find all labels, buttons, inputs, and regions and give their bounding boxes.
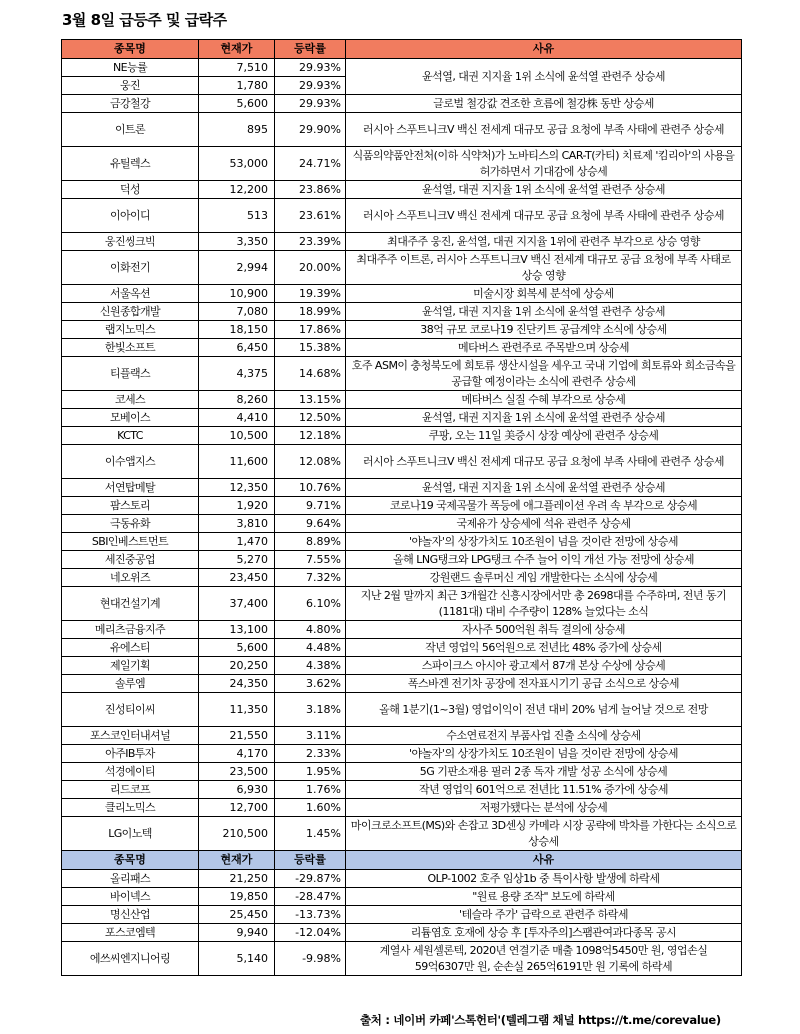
change-rate-cell: -28.47%	[275, 888, 346, 906]
reason-cell: 올해 LNG탱크와 LPG탱크 수주 늘어 이익 개선 가능 전망에 상승세	[346, 551, 742, 569]
price-cell: 20,250	[199, 657, 275, 675]
stock-name-cell: 금강철강	[62, 95, 199, 113]
stock-name-cell: 포스코인터내셔널	[62, 727, 199, 745]
table-row	[62, 251, 742, 285]
stock-name-cell: 서연탑메탈	[62, 479, 199, 497]
stock-name-cell: 이화전기	[62, 251, 199, 285]
col-change-header: 등락률	[275, 851, 346, 870]
change-rate-cell: -9.98%	[275, 942, 346, 976]
change-rate-cell: 9.71%	[275, 497, 346, 515]
table-row	[62, 285, 742, 303]
change-rate-cell: 10.76%	[275, 479, 346, 497]
reason-cell: 스파이크스 아시아 광고제서 87개 본상 수상에 상승세	[346, 657, 742, 675]
table-row	[62, 906, 742, 924]
stock-table	[61, 39, 742, 976]
stock-name-cell: 이아이디	[62, 199, 199, 233]
price-cell: 19,850	[199, 888, 275, 906]
reason-cell: 지난 2월 말까지 최근 3개월간 신흥시장에서만 총 2698대를 수주하며, 전년 동기(1181대) 대비 수주량이 128% 늘었다는 소식	[346, 587, 742, 621]
table-row	[62, 799, 742, 817]
price-cell: 3,350	[199, 233, 275, 251]
change-rate-cell: 12.18%	[275, 427, 346, 445]
table-row	[62, 817, 742, 851]
price-cell: 210,500	[199, 817, 275, 851]
table-row	[62, 181, 742, 199]
table-row	[62, 551, 742, 569]
table-row	[62, 587, 742, 621]
price-cell: 53,000	[199, 147, 275, 181]
reason-cell: 코로나19 국제곡물가 폭등에 애그플레이션 우려 속 부각으로 상승세	[346, 497, 742, 515]
price-cell: 2,994	[199, 251, 275, 285]
change-rate-cell: 8.89%	[275, 533, 346, 551]
price-cell: 5,600	[199, 639, 275, 657]
change-rate-cell: 1.45%	[275, 817, 346, 851]
price-cell: 5,600	[199, 95, 275, 113]
source-credit: 출처 : 네이버 카페'스톡헌터'(텔레그램 채널 https://t.me/corevalue)	[360, 1013, 721, 1027]
price-cell: 6,930	[199, 781, 275, 799]
stock-name-cell: KCTC	[62, 427, 199, 445]
change-rate-cell: 4.38%	[275, 657, 346, 675]
price-cell: 18,150	[199, 321, 275, 339]
reason-cell: "원료 용량 조작" 보도에 하락세	[346, 888, 742, 906]
reason-cell: 마이크로소프트(MS)와 손잡고 3D센싱 카메라 시장 공략에 박차를 가한다는 소식으로 상승세	[346, 817, 742, 851]
table-row	[62, 693, 742, 727]
reason-cell: 러시아 스푸트니크V 백신 전세계 대규모 공급 요청에 부족 사태에 관련주 상승세	[346, 113, 742, 147]
change-rate-cell: 24.71%	[275, 147, 346, 181]
stock-name-cell: 코세스	[62, 391, 199, 409]
table-row	[62, 727, 742, 745]
reason-cell: 윤석열, 대권 지지율 1위 소식에 윤석열 관련주 상승세	[346, 479, 742, 497]
rising-header-row	[62, 40, 742, 59]
stock-name-cell: 신원종합개발	[62, 303, 199, 321]
price-cell: 513	[199, 199, 275, 233]
stock-name-cell: 서울옥션	[62, 285, 199, 303]
reason-cell: OLP-1002 호주 임상1b 중 특이사항 발생에 하락세	[346, 870, 742, 888]
reason-cell: 올해 1분기(1~3월) 영업이익이 전년 대비 20% 넘게 늘어날 것으로 전망	[346, 693, 742, 727]
price-cell: 12,200	[199, 181, 275, 199]
stock-name-cell: 에쓰씨엔지니어링	[62, 942, 199, 976]
table-row	[62, 639, 742, 657]
col-price-header: 현재가	[199, 40, 275, 59]
change-rate-cell: 29.93%	[275, 77, 346, 95]
reason-cell: 38억 규모 코로나19 진단키트 공급계약 소식에 상승세	[346, 321, 742, 339]
stock-name-cell: 이트론	[62, 113, 199, 147]
price-cell: 12,350	[199, 479, 275, 497]
change-rate-cell: 12.08%	[275, 445, 346, 479]
change-rate-cell: 18.99%	[275, 303, 346, 321]
change-rate-cell: 29.93%	[275, 59, 346, 77]
stock-name-cell: LG이노텍	[62, 817, 199, 851]
table-row	[62, 321, 742, 339]
table-row	[62, 113, 742, 147]
table-row	[62, 781, 742, 799]
change-rate-cell: 15.38%	[275, 339, 346, 357]
reason-cell: 저평가됐다는 분석에 상승세	[346, 799, 742, 817]
reason-cell: 글로벌 철강값 견조한 흐름에 철강株 동반 상승세	[346, 95, 742, 113]
reason-cell: 미술시장 회복세 분석에 상승세	[346, 285, 742, 303]
col-name-header: 종목명	[62, 40, 199, 59]
reason-cell: 계열사 세원셀론텍, 2020년 연결기준 매출 1098억5450만 원, 영업손실 59억6307만 원, 순손실 265억6191만 원 기록에 하락세	[346, 942, 742, 976]
price-cell: 11,600	[199, 445, 275, 479]
price-cell: 4,375	[199, 357, 275, 391]
price-cell: 23,450	[199, 569, 275, 587]
reason-cell: 메타버스 실질 수혜 부각으로 상승세	[346, 391, 742, 409]
reason-cell: 폭스바겐 전기차 공장에 전자표시기기 공급 소식으로 상승세	[346, 675, 742, 693]
table-row	[62, 888, 742, 906]
reason-cell: 강원랜드 솔루머신 게임 개발한다는 소식에 상승세	[346, 569, 742, 587]
table-row	[62, 763, 742, 781]
table-row	[62, 870, 742, 888]
price-cell: 5,140	[199, 942, 275, 976]
page-title: 3월 8일 급등주 및 급락주	[62, 11, 227, 29]
price-cell: 4,170	[199, 745, 275, 763]
reason-cell: 쿠팡, 오는 11일 美증시 상장 예상에 관련주 상승세	[346, 427, 742, 445]
change-rate-cell: 1.76%	[275, 781, 346, 799]
change-rate-cell: 3.18%	[275, 693, 346, 727]
stock-name-cell: 명신산업	[62, 906, 199, 924]
reason-cell: '야놀자'의 상장가치도 10조원이 넘을 것이란 전망에 상승세	[346, 533, 742, 551]
stock-name-cell: 제일기획	[62, 657, 199, 675]
stock-name-cell: 극동유화	[62, 515, 199, 533]
price-cell: 21,250	[199, 870, 275, 888]
col-change-header: 등락률	[275, 40, 346, 59]
stock-name-cell: 솔루엠	[62, 675, 199, 693]
stock-name-cell: SBI인베스트먼트	[62, 533, 199, 551]
stock-name-cell: 클리노믹스	[62, 799, 199, 817]
change-rate-cell: 12.50%	[275, 409, 346, 427]
price-cell: 5,270	[199, 551, 275, 569]
price-cell: 23,500	[199, 763, 275, 781]
price-cell: 21,550	[199, 727, 275, 745]
reason-cell: '테슬라 주가' 급락으로 관련주 하락세	[346, 906, 742, 924]
change-rate-cell: 20.00%	[275, 251, 346, 285]
reason-cell: 수소연료전지 부품사업 진출 소식에 상승세	[346, 727, 742, 745]
change-rate-cell: 1.60%	[275, 799, 346, 817]
change-rate-cell: 19.39%	[275, 285, 346, 303]
price-cell: 6,450	[199, 339, 275, 357]
table-row	[62, 533, 742, 551]
reason-cell: 5G 기판소재용 필러 2종 독자 개발 성공 소식에 상승세	[346, 763, 742, 781]
table-row	[62, 745, 742, 763]
reason-cell: 호주 ASM이 충청북도에 희토류 생산시설을 세우고 국내 기업에 희토류와 희소금속을 공급할 예정이라는 소식에 관련주 상승세	[346, 357, 742, 391]
table-row	[62, 199, 742, 233]
change-rate-cell: 3.11%	[275, 727, 346, 745]
change-rate-cell: 17.86%	[275, 321, 346, 339]
change-rate-cell: 1.95%	[275, 763, 346, 781]
stock-name-cell: 덕성	[62, 181, 199, 199]
table-row	[62, 391, 742, 409]
table-row	[62, 675, 742, 693]
table-row	[62, 445, 742, 479]
table-row	[62, 657, 742, 675]
reason-cell: 윤석열, 대권 지지율 1위 소식에 윤석열 관련주 상승세	[346, 409, 742, 427]
change-rate-cell: 13.15%	[275, 391, 346, 409]
table-row	[62, 479, 742, 497]
change-rate-cell: 9.64%	[275, 515, 346, 533]
reason-cell: 윤석열, 대권 지지율 1위 소식에 윤석열 관련주 상승세	[346, 181, 742, 199]
change-rate-cell: 23.39%	[275, 233, 346, 251]
falling-header-row	[62, 851, 742, 870]
stock-name-cell: NE능률	[62, 59, 199, 77]
table-row	[62, 515, 742, 533]
table-row	[62, 339, 742, 357]
price-cell: 13,100	[199, 621, 275, 639]
change-rate-cell: 7.55%	[275, 551, 346, 569]
table-row	[62, 942, 742, 976]
stock-name-cell: 팜스토리	[62, 497, 199, 515]
reason-cell: 국제유가 상승세에 석유 관련주 상승세	[346, 515, 742, 533]
reason-cell: 작년 영업익 601억으로 전년比 11.51% 증가에 상승세	[346, 781, 742, 799]
stock-name-cell: 진성티이씨	[62, 693, 199, 727]
table-row	[62, 95, 742, 113]
price-cell: 1,780	[199, 77, 275, 95]
price-cell: 24,350	[199, 675, 275, 693]
table-row	[62, 147, 742, 181]
price-cell: 37,400	[199, 587, 275, 621]
rising-stocks-body	[62, 59, 742, 851]
stock-name-cell: 세진중공업	[62, 551, 199, 569]
stock-name-cell: 티플랙스	[62, 357, 199, 391]
stock-name-cell: 한빛소프트	[62, 339, 199, 357]
stock-name-cell: 포스코엠텍	[62, 924, 199, 942]
price-cell: 4,410	[199, 409, 275, 427]
col-name-header: 종목명	[62, 851, 199, 870]
change-rate-cell: 23.61%	[275, 199, 346, 233]
price-cell: 25,450	[199, 906, 275, 924]
stock-name-cell: 현대건설기계	[62, 587, 199, 621]
price-cell: 10,500	[199, 427, 275, 445]
table-row	[62, 409, 742, 427]
reason-cell: 식품의약품안전처(이하 식약처)가 노바티스의 CAR-T(카티) 치료제 '킴리아'의 사용을 허가하면서 기대감에 상승세	[346, 147, 742, 181]
stock-name-cell: 바이넥스	[62, 888, 199, 906]
change-rate-cell: -12.04%	[275, 924, 346, 942]
stock-name-cell: 웅진	[62, 77, 199, 95]
reason-cell: 러시아 스푸트니크V 백신 전세계 대규모 공급 요청에 부족 사태에 관련주 상승세	[346, 199, 742, 233]
price-cell: 3,810	[199, 515, 275, 533]
table-row	[62, 497, 742, 515]
price-cell: 9,940	[199, 924, 275, 942]
col-reason-header: 사유	[346, 40, 742, 59]
price-cell: 8,260	[199, 391, 275, 409]
change-rate-cell: 6.10%	[275, 587, 346, 621]
stock-name-cell: 석경에이티	[62, 763, 199, 781]
stock-name-cell: 올리패스	[62, 870, 199, 888]
reason-cell: '야놀자'의 상장가치도 10조원이 넘을 것이란 전망에 상승세	[346, 745, 742, 763]
reason-cell: 자사주 500억원 취득 결의에 상승세	[346, 621, 742, 639]
price-cell: 895	[199, 113, 275, 147]
stock-name-cell: 메리츠금융지주	[62, 621, 199, 639]
reason-cell: 윤석열, 대권 지지율 1위 소식에 윤석열 관련주 상승세	[346, 303, 742, 321]
price-cell: 7,080	[199, 303, 275, 321]
price-cell: 7,510	[199, 59, 275, 77]
change-rate-cell: -29.87%	[275, 870, 346, 888]
stock-name-cell: 아주IB투자	[62, 745, 199, 763]
price-cell: 1,470	[199, 533, 275, 551]
col-reason-header: 사유	[346, 851, 742, 870]
reason-cell: 최대주주 이트론, 러시아 스푸트니크V 백신 전세계 대규모 공급 요청에 부족 사태로 상승 영향	[346, 251, 742, 285]
table-row	[62, 427, 742, 445]
table-row	[62, 569, 742, 587]
reason-cell: 메타버스 관련주로 주목받으며 상승세	[346, 339, 742, 357]
table-row	[62, 233, 742, 251]
table-row	[62, 59, 742, 77]
change-rate-cell: 3.62%	[275, 675, 346, 693]
change-rate-cell: 23.86%	[275, 181, 346, 199]
reason-cell: 최대주주 웅진, 윤석열, 대권 지지율 1위에 관련주 부각으로 상승 영향	[346, 233, 742, 251]
col-price-header: 현재가	[199, 851, 275, 870]
table-row	[62, 357, 742, 391]
change-rate-cell: 7.32%	[275, 569, 346, 587]
stock-name-cell: 유틸렉스	[62, 147, 199, 181]
stock-name-cell: 리드코프	[62, 781, 199, 799]
change-rate-cell: -13.73%	[275, 906, 346, 924]
change-rate-cell: 29.93%	[275, 95, 346, 113]
stock-name-cell: 네오위즈	[62, 569, 199, 587]
reason-cell: 윤석열, 대권 지지율 1위 소식에 윤석열 관련주 상승세	[346, 59, 742, 95]
falling-stocks-body	[62, 870, 742, 976]
stock-table-wrapper	[61, 39, 741, 976]
change-rate-cell: 4.80%	[275, 621, 346, 639]
change-rate-cell: 14.68%	[275, 357, 346, 391]
table-row	[62, 621, 742, 639]
change-rate-cell: 2.33%	[275, 745, 346, 763]
stock-name-cell: 이수앱지스	[62, 445, 199, 479]
reason-cell: 러시아 스푸트니크V 백신 전세계 대규모 공급 요청에 부족 사태에 관련주 상승세	[346, 445, 742, 479]
price-cell: 12,700	[199, 799, 275, 817]
price-cell: 10,900	[199, 285, 275, 303]
stock-name-cell: 웅진씽크빅	[62, 233, 199, 251]
reason-cell: 리튬염호 호재에 상승 후 [투자주의]스팸관여과다종목 공시	[346, 924, 742, 942]
stock-name-cell: 모베이스	[62, 409, 199, 427]
change-rate-cell: 4.48%	[275, 639, 346, 657]
reason-cell: 작년 영업익 56억원으로 전년比 48% 증가에 상승세	[346, 639, 742, 657]
stock-name-cell: 랩지노믹스	[62, 321, 199, 339]
change-rate-cell: 29.90%	[275, 113, 346, 147]
table-row	[62, 303, 742, 321]
table-row	[62, 924, 742, 942]
price-cell: 1,920	[199, 497, 275, 515]
stock-name-cell: 유에스티	[62, 639, 199, 657]
price-cell: 11,350	[199, 693, 275, 727]
